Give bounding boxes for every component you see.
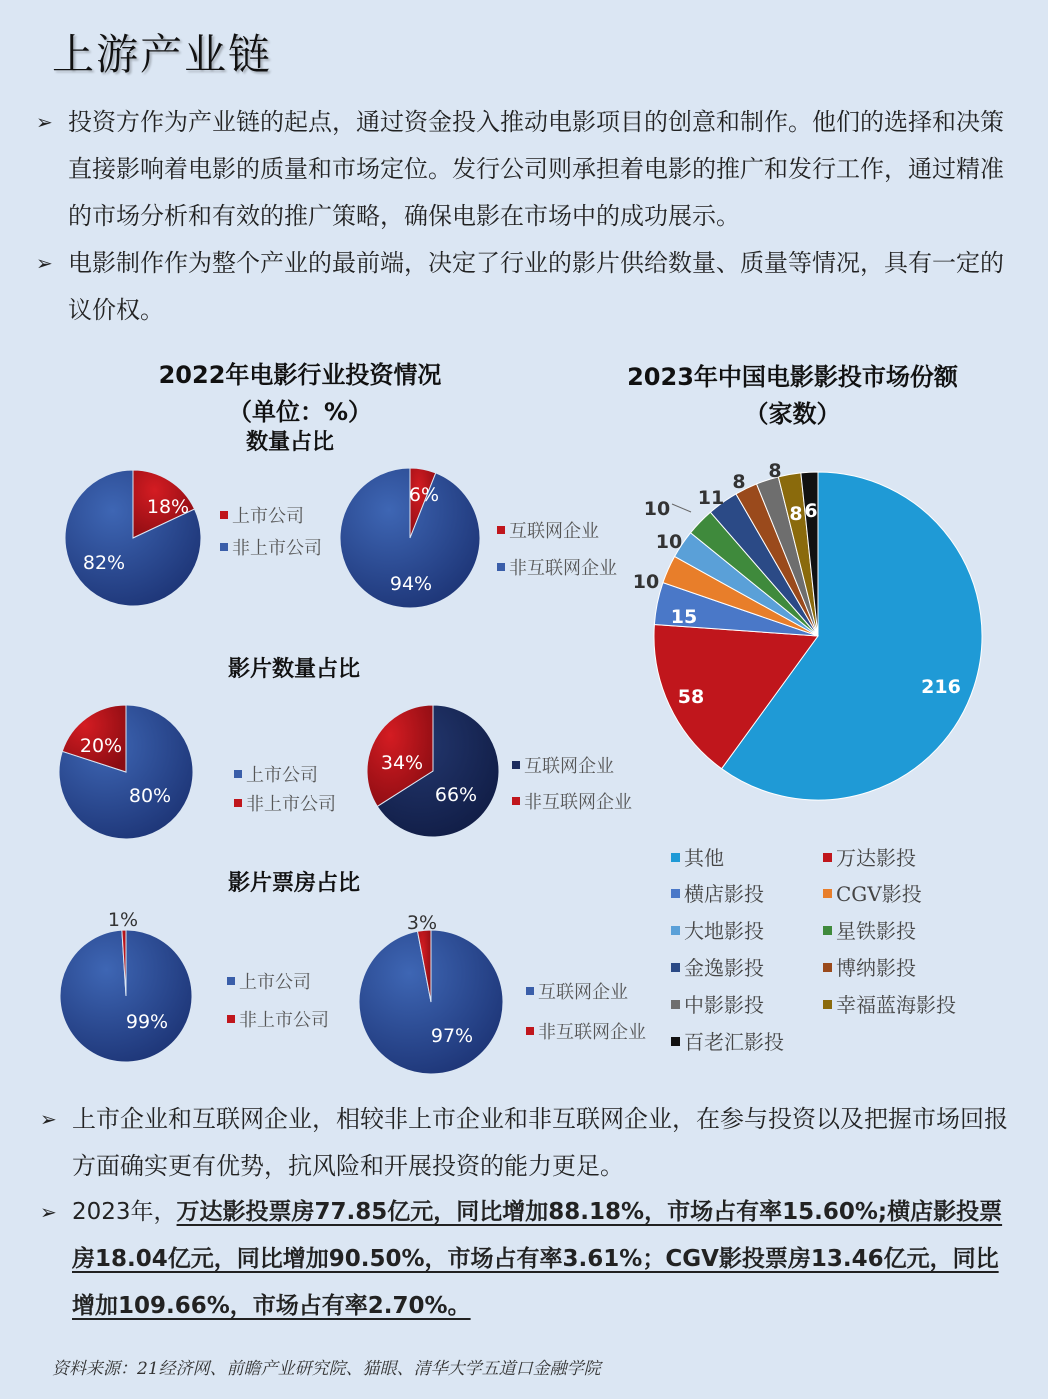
pie-value-label: 58 — [677, 686, 705, 708]
pie-value-label: 18% — [146, 496, 190, 518]
arrow-bullet-icon: ➢ — [36, 251, 53, 275]
legend-swatch — [497, 563, 505, 571]
legend-label: CGV影投 — [836, 882, 922, 906]
pie-value-label: 6% — [408, 484, 440, 506]
leader-line — [672, 504, 691, 512]
pie-value-label: 66% — [434, 784, 478, 806]
legend-label: 上市公司 — [232, 506, 304, 527]
paragraph-text — [72, 1189, 1015, 1330]
legend-swatch — [823, 889, 832, 898]
arrow-bullet-icon: ➢ — [40, 1107, 57, 1131]
pie-value-label: 10 — [632, 571, 660, 593]
pie-value-label: 8 — [789, 503, 803, 525]
group-title: 影片票房占比 — [228, 871, 361, 896]
paragraph-text: 上市企业和互联网企业，相较非上市企业和非互联网企业，在参与投资以及把握市场回报方面确实更有优势，抗风险和开展投资的能力更足。 — [72, 1105, 1008, 1180]
bullet-paragraph — [40, 1096, 1010, 1190]
legend-label: 大地影投 — [684, 919, 764, 943]
page-title: 上游产业链 — [52, 30, 273, 79]
legend-label: 非互联网企业 — [538, 1022, 646, 1043]
group-title: 影片数量占比 — [228, 657, 361, 682]
paragraph-text: 电影制作作为整个产业的最前端，决定了行业的影片供给数量、质量等情况，具有一定的议价权。 — [68, 249, 1004, 324]
paragraph-lead: 2023年， — [72, 1199, 177, 1225]
legend-label: 互联网企业 — [524, 756, 614, 777]
legend-label: 其他 — [684, 846, 724, 870]
pie-value-label: 11 — [697, 487, 725, 509]
legend-swatch — [671, 926, 680, 935]
pie-value-label: 82% — [82, 552, 126, 574]
left-chart-title-line1: 2022年电影行业投资情况 — [158, 361, 442, 389]
pie-value-label: 1% — [107, 909, 139, 931]
legend-swatch — [227, 977, 235, 985]
legend-swatch — [512, 797, 520, 805]
right-chart-title-line1: 2023年中国电影影投市场份额 — [627, 363, 958, 391]
legend-label: 博纳影投 — [836, 956, 916, 980]
source-note: 资料来源：21经济网、前瞻产业研究院、猫眼、清华大学五道口金融学院 — [52, 1359, 601, 1379]
arrow-bullet-icon: ➢ — [40, 1200, 57, 1224]
legend-swatch — [671, 1037, 680, 1046]
legend-swatch — [220, 543, 228, 551]
legend-label: 中影影投 — [684, 993, 764, 1017]
pie-value-label: 216 — [921, 676, 961, 698]
legend-swatch — [823, 1000, 832, 1009]
pie-value-label: 10 — [643, 498, 671, 520]
pie-value-label: 3% — [406, 912, 438, 934]
legend-swatch — [526, 1027, 534, 1035]
legend-label: 百老汇影投 — [684, 1030, 784, 1054]
arrow-bullet-icon: ➢ — [36, 110, 53, 134]
pie-value-label: 15 — [670, 606, 698, 628]
legend-label: 金逸影投 — [684, 956, 764, 980]
legend-swatch — [227, 1015, 235, 1023]
legend-label: 横店影投 — [684, 882, 764, 906]
legend-label: 互联网企业 — [509, 521, 599, 542]
legend-label: 星铁影投 — [836, 919, 916, 943]
legend-label: 互联网企业 — [538, 982, 628, 1003]
pie-value-label: 20% — [79, 735, 123, 757]
bullet-paragraph — [40, 1189, 1015, 1330]
legend-swatch — [671, 853, 680, 862]
pie-value-label: 8 — [768, 460, 782, 482]
legend-label: 万达影投 — [836, 846, 916, 870]
right-chart-title-line2: （家数） — [744, 400, 841, 428]
legend-swatch — [823, 853, 832, 862]
paragraph-highlight: 万达影投票房77.85亿元，同比增加88.18%，市场占有率15.60%;横店影投票房18.04亿元，同比增加90.50%，市场占有率3.61%；CGV影投票房13.46亿元，同比增加109.66%，市场占有率2.70%。 — [72, 1199, 1003, 1319]
legend-swatch — [234, 770, 242, 778]
legend-swatch — [234, 799, 242, 807]
legend-label: 非互联网企业 — [509, 558, 617, 579]
legend-swatch — [512, 761, 520, 769]
legend-label: 非上市公司 — [246, 794, 336, 815]
left-chart-title-line2: （单位：%） — [227, 398, 373, 426]
legend-label: 上市公司 — [246, 765, 318, 786]
legend-label: 非互联网企业 — [524, 792, 632, 813]
legend-swatch — [671, 963, 680, 972]
pie-value-label: 80% — [128, 785, 172, 807]
legend-label: 非上市公司 — [232, 538, 322, 559]
pie-value-label: 99% — [125, 1011, 169, 1033]
pie-value-label: 10 — [655, 531, 683, 553]
pie-value-label: 34% — [380, 752, 424, 774]
legend-label: 上市公司 — [239, 972, 311, 993]
legend-swatch — [220, 511, 228, 519]
pie-value-label: 97% — [430, 1025, 474, 1047]
legend-swatch — [526, 987, 534, 995]
group-title: 数量占比 — [246, 430, 335, 455]
legend-swatch — [671, 1000, 680, 1009]
pie-value-label: 8 — [732, 471, 746, 493]
legend-swatch — [823, 963, 832, 972]
legend-label: 幸福蓝海影投 — [836, 993, 956, 1017]
legend-label: 非上市公司 — [239, 1010, 329, 1031]
legend-swatch — [823, 926, 832, 935]
legend-swatch — [497, 526, 505, 534]
legend-swatch — [671, 889, 680, 898]
paragraph-text: 投资方作为产业链的起点，通过资金投入推动电影项目的创意和制作。他们的选择和决策直接影响着电影的质量和市场定位。发行公司则承担着电影的推广和发行工作，通过精准的市场分析和有效的推广策略，确保电影在市场中的成功展示。 — [68, 108, 1004, 230]
pie-value-label: 6 — [804, 500, 818, 522]
pie-value-label: 94% — [389, 573, 433, 595]
